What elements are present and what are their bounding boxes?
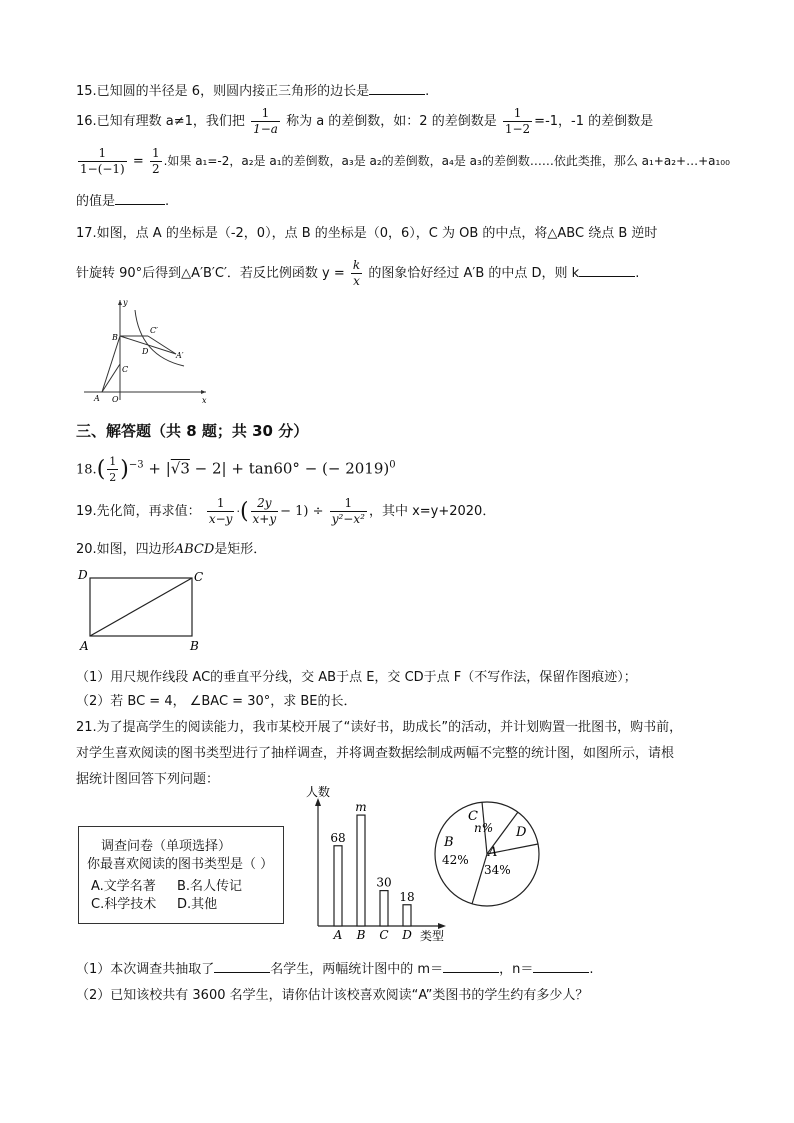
label-D: D [142,347,149,356]
divide: ÷ [312,504,324,519]
label-A: A [94,394,100,403]
exponent: −3 [128,459,144,471]
paren-left: ( [239,499,249,524]
pie-label-b: B [444,835,454,850]
bar-value-label-c: 30 [376,875,392,890]
frac-num: 1 [503,106,532,122]
segment-AC [102,364,120,392]
bar-value-label-b: m [355,800,367,815]
bar-ylabel: 人数 [306,786,331,799]
q19-text-a: 19.先化简，再求值： [76,504,201,519]
answer-blank[interactable] [579,264,635,277]
label-D: D [78,568,88,582]
survey-box [78,826,284,924]
frac-num: 1 [207,496,235,512]
segment-C1A1 [148,336,176,354]
survey-option-a: A.文学名著 [91,879,156,894]
label-O: O [112,395,119,404]
answer-blank[interactable] [369,82,425,95]
bar-value-label-d: 18 [399,889,415,904]
q20-text-b: 是矩形． [214,542,267,557]
fraction [107,454,118,485]
q16-end: . [165,194,170,209]
frac-den: x−y [208,512,233,526]
q19-text-b: ，其中 x=y+2020． [368,504,496,519]
q19-mid: − 1) [280,504,309,519]
diagonal-AC [90,578,192,636]
frac-num: k [352,258,361,272]
q21-line1: 21.为了提高学生的阅读能力，我市某校开展了“读好书，助成长”的活动，并计划购置一批图书，购书前， [76,720,683,735]
dot: · [236,505,240,518]
q17-coordinate-figure [80,296,210,408]
answer-blank[interactable] [115,192,165,205]
q21-part2: （2）已知该校共有 3600 名学生，请你估计该校喜欢阅读“A”类图书的学生约有多少人？ [76,988,589,1003]
fraction [503,106,532,137]
pie-label-a-pct: 34% [484,863,511,877]
q20-part2: （2）若 BC = 4， ∠BAC = 30°，求 BE的长． [76,694,357,709]
question-17-line2 [76,258,639,289]
q17-end: . [635,266,640,281]
survey-title: 调查问卷（单项选择） [101,839,232,854]
segment-AB [102,336,120,392]
question-19 [76,496,495,527]
frac-num: 1 [251,106,280,122]
label-y: y [123,298,128,307]
pie-label-d: D [516,825,527,840]
frac-num: 1 [78,146,127,162]
rectangle-figure [72,566,212,654]
fraction [207,496,235,527]
sqrt: √3 [170,459,190,478]
frac-den: x [353,274,360,288]
q21-p1-text-a: （1）本次调查共抽取了 [76,962,215,977]
pie-divider-ab [472,854,487,904]
frac-den: 2 [109,471,117,484]
frac-den: y²−x² [331,512,365,526]
q20-italic: ABCD [174,542,215,557]
q15-text: 15.已知圆的半径是 6，则圆内接正三角形的边长是 [76,84,370,99]
q16-text-c: =-1，-1 的差倒数是 [534,114,654,129]
frac-num: 1 [109,455,117,468]
label-x: x [202,396,207,405]
q16-text-value: 的值是 [76,194,116,209]
equals: = [132,154,144,169]
question-17-line1 [76,222,657,241]
frac-num: 1 [330,496,367,512]
paren-left: ( [96,457,106,482]
pie-label-a: A [488,845,498,860]
pie-label-b-pct: 42% [442,853,469,867]
pie-chart [428,796,548,916]
pie-label-c: C [468,809,478,824]
q18-label: 18. [76,462,97,478]
answer-blank-m[interactable] [443,960,499,973]
q21-line2: 对学生喜欢阅读的图书类型进行了抽样调查，并将调查数据绘制成两幅不完整的统计图，如图所示，请根 [76,746,675,761]
q17-text-a: 针旋转 90°后得到△A′B′C′．若反比例函数 y = [76,266,345,281]
frac-den: 2 [151,162,160,176]
bar-y-arrow [315,798,321,806]
label-C: C [194,570,204,584]
y-axis-arrow [118,300,122,305]
question-18 [76,454,396,485]
frac-den: x+y [252,512,277,526]
frac-num: 2y [251,496,279,512]
paren-right: ) [120,457,129,482]
survey-question: 你最喜欢阅读的图书类型是（ ） [87,857,274,872]
answer-blank-count[interactable] [214,960,270,973]
fraction [351,258,362,289]
bar-category-label-c: C [379,928,389,942]
q17-text-b: 的图象恰好经过 A′B 的中点 D，则 k [368,266,580,281]
bar-category-label-a: A [333,928,343,942]
bars-group [330,800,414,942]
q18-part1: + | [143,459,171,478]
q16-text-a: 16.已知有理数 a≠1，我们把 [76,114,245,129]
q15-end: . [425,84,430,99]
q20-text-a: 20.如图，四边形 [76,542,175,557]
section-title: 三、解答题（共 8 题；共 30 分） [76,422,309,440]
question-15 [76,80,429,99]
survey-option-b: B.名人传记 [177,879,243,894]
q21-line3: 据统计图回答下列问题： [76,772,220,787]
bar-value-label-a: 68 [330,830,346,845]
label-C: C [122,365,129,374]
question-16-line3 [76,190,169,209]
x-axis-arrow [201,390,206,394]
q18-part2: − 2| + tan60° − (− 2019) [189,459,390,478]
q20-part1: （1）用尺规作线段 AC的垂直平分线，交 AB于点 E，交 CD于点 F（不写作法，保留作图痕迹）； [76,670,637,685]
frac-den: 1−2 [504,122,531,136]
survey-option-c: C.科学技术 [91,897,157,912]
bar-a [334,846,342,926]
label-A: A [80,639,89,653]
label-B: B [112,333,118,342]
frac-den: 1−a [253,122,278,136]
label-C-prime: C′ [150,326,158,335]
pie-label-n: n% [474,821,494,835]
fraction [78,146,127,177]
q21-part1 [76,958,593,977]
bar-b [357,815,365,926]
q17-text: 17.如图，点 A 的坐标是（-2，0），点 B 的坐标是（0，6），C 为 OB 的中点，将△ABC 绕点 B 逆时 [76,226,658,241]
bar-c [380,891,388,926]
frac-den: 1−(−1) [80,162,125,176]
exponent-zero: 0 [389,459,396,471]
question-16-line2 [76,146,730,177]
question-20 [76,538,266,557]
frac-num: 1 [151,146,160,160]
question-16-line1 [76,106,653,137]
q16-text-b: 称为 a 的差倒数，如：2 的差倒数是 [286,114,497,129]
q16-text-rest: .如果 a₁=-2，a₂是 a₁的差倒数，a₃是 a₂的差倒数，a₄是 a₃的差倒数……依此类推，那么 a₁+a₂+…+a₁₀₀ [163,154,730,168]
survey-option-d: D.其他 [177,897,218,912]
fraction [330,496,367,527]
label-B: B [190,639,199,653]
bar-category-label-d: D [402,928,412,942]
fraction [251,496,279,527]
q21-p1-end: . [589,962,594,977]
bar-d [403,905,411,926]
fraction [150,146,162,177]
q21-p1-text-b: 名学生，两幅统计图中的 m＝ [270,962,444,977]
bar-category-label-b: B [356,928,366,942]
answer-blank-n[interactable] [533,960,589,973]
label-A-prime: A′ [176,351,184,360]
fraction [251,106,280,137]
q21-p1-text-c: ，n＝ [499,962,534,977]
bar-xlabel: 类型 [420,929,445,943]
